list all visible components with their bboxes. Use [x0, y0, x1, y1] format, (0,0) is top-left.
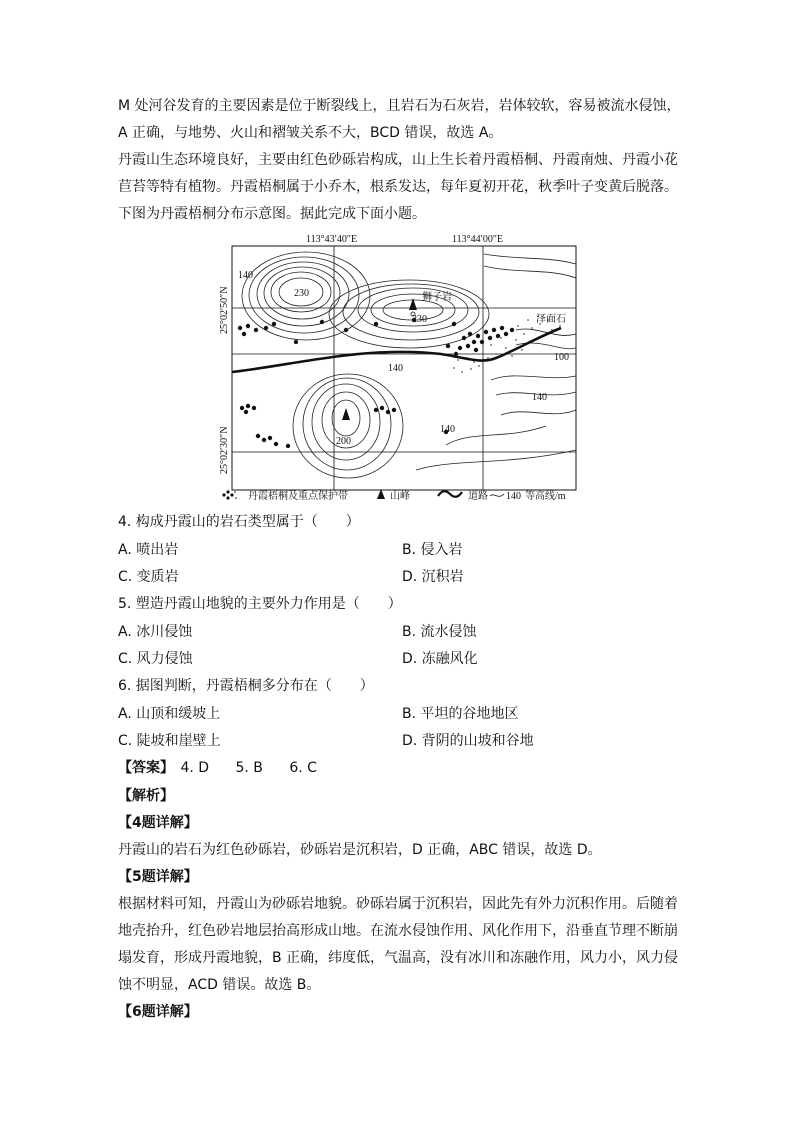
map-frame: [232, 246, 576, 490]
q6-detail-title: 【6题详解】: [118, 1004, 198, 1020]
passage-line-1: 丹霞山生态环境良好，主要由红色砂砾岩构成，山上生长着丹霞梧桐、丹霞南烛、丹霞小花: [118, 152, 678, 168]
question-6-stem: 6. 据图判断，丹霞梧桐多分布在（ ）: [118, 678, 374, 694]
q5-detail-line-2: 地壳抬升，红色砂岩地层抬高形成山地。在流水侵蚀作用、风化作用下，沿垂直节理不断崩: [118, 923, 678, 939]
q4-detail-title: 【4题详解】: [118, 815, 198, 831]
contour-label-230-central: 230: [412, 314, 427, 325]
question-4-stem: 4. 构成丹霞山的岩石类型属于（ ）: [118, 514, 360, 530]
q5-option-b[interactable]: B. 流水侵蚀: [402, 624, 477, 640]
passage-line-3: 下图为丹霞梧桐分布示意图。据此完成下面小题。: [118, 206, 426, 222]
q4-detail-text: 丹霞山的岩石为红色砂砾岩，砂砾岩是沉积岩，D 正确，ABC 错误，故选 D。: [118, 842, 602, 858]
intro-line-2: A 正确，与地势、火山和褶皱关系不大，BCD 错误，故选 A。: [118, 125, 503, 141]
answer-line: [118, 758, 339, 778]
contour-label-140-south: 140: [440, 424, 455, 435]
answer-6: 6. C: [289, 760, 317, 776]
legend-road-label: 道路: [468, 491, 488, 502]
legend-contour-icon: [490, 494, 504, 496]
q6-option-a[interactable]: A. 山顶和缓坡上: [118, 706, 221, 722]
legend-contour-label: 等高线/m: [525, 491, 566, 502]
lon-left-label: 113°43′40″E: [306, 234, 358, 245]
answer-4: 4. D: [180, 760, 210, 776]
q4-option-a[interactable]: A. 喷出岩: [118, 542, 179, 558]
contour-label-140-central: 140: [388, 363, 403, 374]
q6-option-b[interactable]: B. 平坦的谷地地区: [402, 706, 519, 722]
lon-right-label: 113°44′00″E: [452, 234, 504, 245]
passage-line-2: 苣苔等特有植物。丹霞梧桐属于小乔木，根系发达，每年夏初开花，秋季叶子变黄后脱落。: [118, 179, 678, 195]
q4-option-d[interactable]: D. 沉积岩: [402, 569, 464, 585]
lat-top-label: 25°02′50″N: [219, 286, 230, 334]
contour-label-100: 100: [554, 352, 569, 363]
place-label-shizi: 狮子岩: [422, 292, 452, 303]
q5-option-d[interactable]: D. 冻融风化: [402, 651, 478, 667]
contour-label-230-nw: 230: [294, 288, 309, 299]
q6-option-d[interactable]: D. 背阴的山坡和谷地: [402, 733, 534, 749]
legend-peak-label: 山峰: [390, 491, 410, 502]
q5-option-a[interactable]: A. 冰川侵蚀: [118, 624, 193, 640]
q5-detail-line-1: 根据材料可知，丹霞山为砂砾岩地貌。砂砾岩属于沉积岩，因此先有外力沉积作用。后随着: [118, 896, 678, 912]
lat-bottom-label: 25°02′30″N: [219, 426, 230, 474]
answer-5: 5. B: [235, 760, 263, 776]
q4-option-b[interactable]: B. 侵入岩: [402, 542, 463, 558]
distribution-map: [216, 230, 586, 505]
q6-option-c[interactable]: C. 陡坡和崖壁上: [118, 733, 221, 749]
question-5-stem: 5. 塑造丹霞山地貌的主要外力作用是（ ）: [118, 596, 402, 612]
q5-detail-line-4: 蚀不明显，ACD 错误。故选 B。: [118, 977, 321, 993]
legend-contour-value: 140: [506, 491, 521, 502]
legend-tree-icon: [222, 490, 236, 499]
legend-road-icon: [438, 491, 462, 497]
intro-line-1: M 处河谷发育的主要因素是位于断裂线上，且岩石为石灰岩，岩体较软，容易被流水侵蚀，: [118, 98, 681, 114]
contour-label-140-east: 140: [532, 392, 547, 403]
contour-label-140-nw: 140: [238, 270, 253, 281]
contours-south-hill: [293, 374, 403, 478]
q5-detail-line-3: 塌发育，形成丹霞地貌，B 正确，纬度低，气温高，没有冰川和冻融作用，风力小，风力侵: [118, 950, 679, 966]
map-legend: [222, 489, 565, 502]
peak-south-icon: [342, 408, 350, 420]
place-label-jiemian: 泽面石: [536, 314, 566, 325]
q5-detail-title: 【5题详解】: [118, 869, 198, 885]
q5-option-c[interactable]: C. 风力侵蚀: [118, 651, 193, 667]
analysis-label: 【解析】: [118, 788, 174, 804]
legend-tree-label: 丹霞梧桐及重点保护带: [248, 491, 348, 502]
tree-dots: [238, 318, 514, 448]
contour-label-200: 200: [336, 436, 351, 447]
q4-option-c[interactable]: C. 变质岩: [118, 569, 179, 585]
answer-label: 【答案】: [118, 760, 174, 776]
